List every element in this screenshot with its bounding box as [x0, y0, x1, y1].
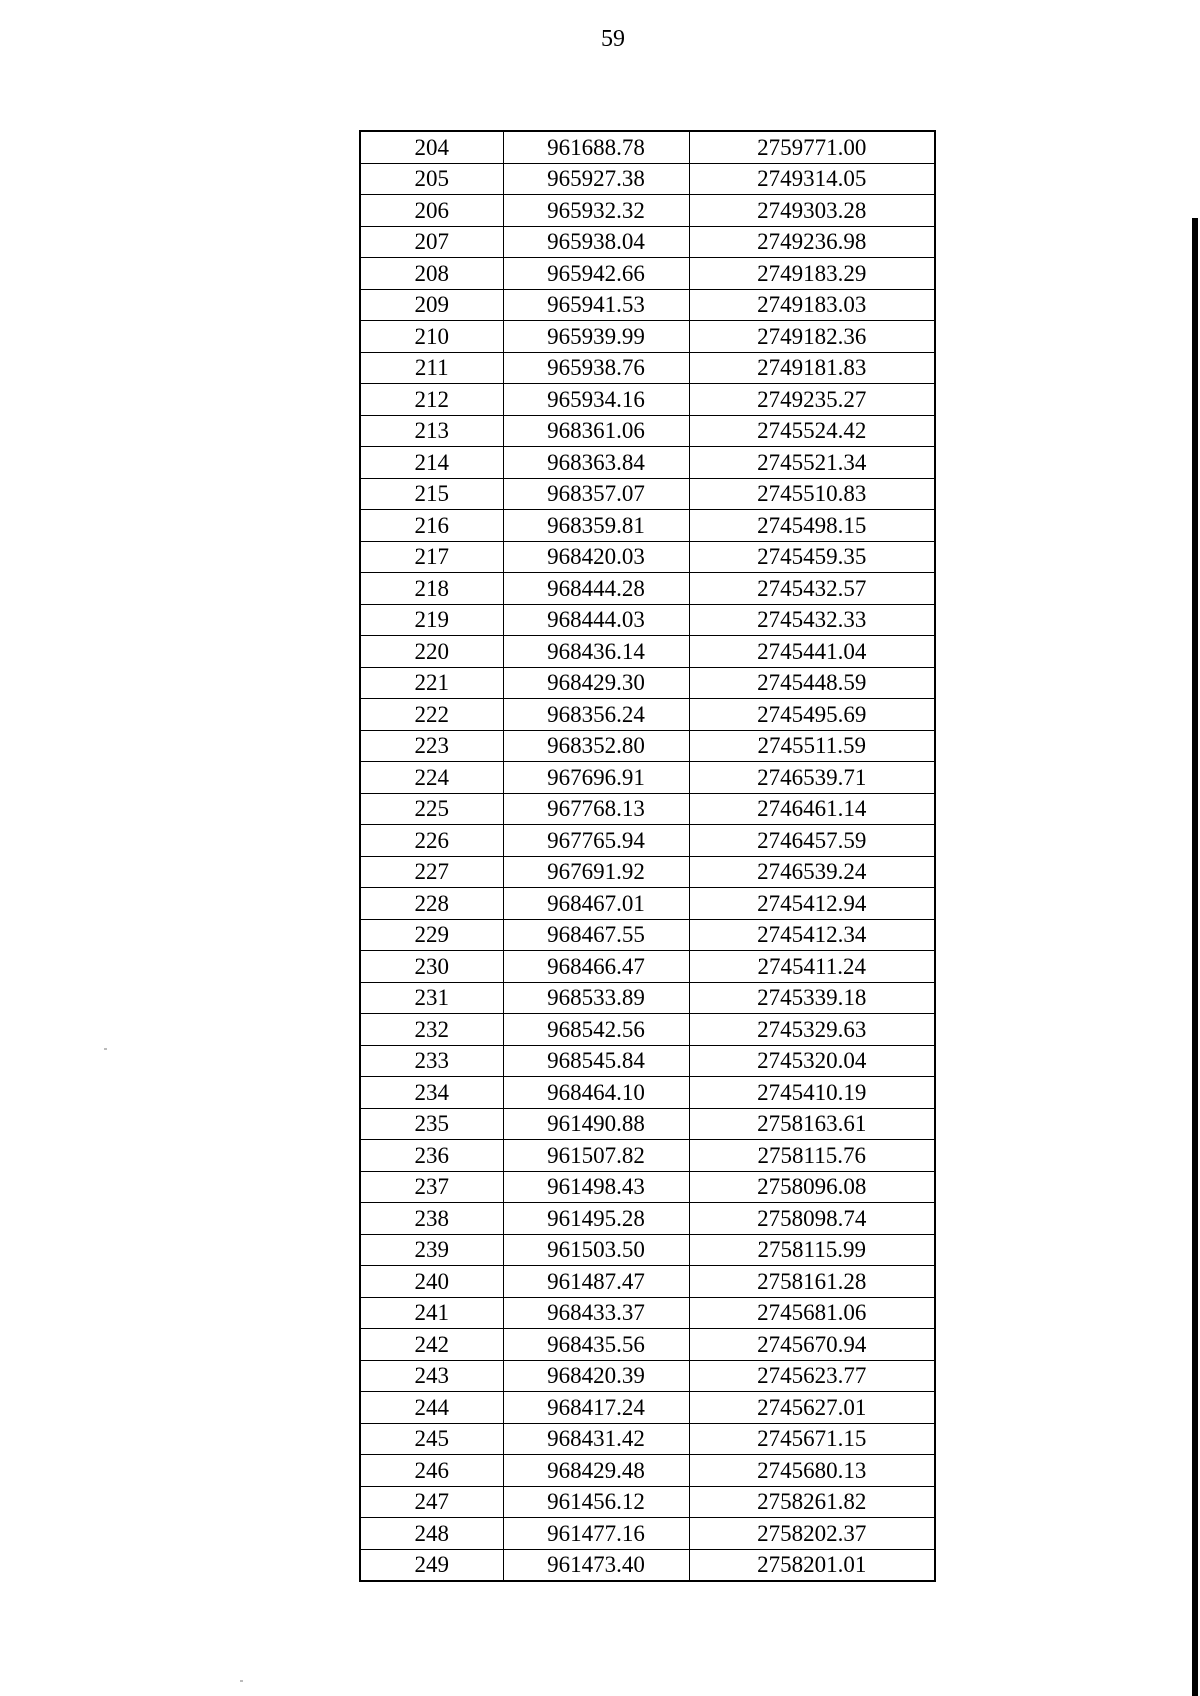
- x-coordinate-cell: 968363.84: [503, 447, 689, 479]
- table-row: [360, 856, 935, 888]
- coordinate-table-body: [360, 131, 935, 1581]
- table-row: [360, 1266, 935, 1298]
- y-coordinate-cell: 2749181.83: [689, 352, 935, 384]
- y-coordinate-cell: 2745495.69: [689, 699, 935, 731]
- table-row: [360, 667, 935, 699]
- y-coordinate-cell: 2758098.74: [689, 1203, 935, 1235]
- point-number-cell: 229: [360, 919, 503, 951]
- point-number-cell: 223: [360, 730, 503, 762]
- x-coordinate-cell: 968436.14: [503, 636, 689, 668]
- x-coordinate-cell: 965934.16: [503, 384, 689, 416]
- table-row: [360, 1455, 935, 1487]
- x-coordinate-cell: 961473.40: [503, 1549, 689, 1581]
- point-number-cell: 217: [360, 541, 503, 573]
- table-row: [360, 131, 935, 163]
- table-row: [360, 384, 935, 416]
- table-row: [360, 1486, 935, 1518]
- y-coordinate-cell: 2745411.24: [689, 951, 935, 983]
- point-number-cell: 222: [360, 699, 503, 731]
- y-coordinate-cell: 2749235.27: [689, 384, 935, 416]
- y-coordinate-cell: 2758261.82: [689, 1486, 935, 1518]
- point-number-cell: 236: [360, 1140, 503, 1172]
- x-coordinate-cell: 968444.03: [503, 604, 689, 636]
- y-coordinate-cell: 2745320.04: [689, 1045, 935, 1077]
- y-coordinate-cell: 2758161.28: [689, 1266, 935, 1298]
- table-row: [360, 258, 935, 290]
- table-row: [360, 1234, 935, 1266]
- x-coordinate-cell: 967691.92: [503, 856, 689, 888]
- table-row: [360, 1045, 935, 1077]
- x-coordinate-cell: 968433.37: [503, 1297, 689, 1329]
- point-number-cell: 240: [360, 1266, 503, 1298]
- table-row: [360, 289, 935, 321]
- y-coordinate-cell: 2745521.34: [689, 447, 935, 479]
- point-number-cell: 244: [360, 1392, 503, 1424]
- y-coordinate-cell: 2749236.98: [689, 226, 935, 258]
- y-coordinate-cell: 2749303.28: [689, 195, 935, 227]
- y-coordinate-cell: 2745680.13: [689, 1455, 935, 1487]
- table-row: [360, 321, 935, 353]
- x-coordinate-cell: 965938.76: [503, 352, 689, 384]
- x-coordinate-cell: 961456.12: [503, 1486, 689, 1518]
- point-number-cell: 216: [360, 510, 503, 542]
- x-coordinate-cell: 968545.84: [503, 1045, 689, 1077]
- table-row: [360, 447, 935, 479]
- table-row: [360, 1014, 935, 1046]
- x-coordinate-cell: 968420.03: [503, 541, 689, 573]
- point-number-cell: 225: [360, 793, 503, 825]
- x-coordinate-cell: 968357.07: [503, 478, 689, 510]
- x-coordinate-cell: 968435.56: [503, 1329, 689, 1361]
- x-coordinate-cell: 961507.82: [503, 1140, 689, 1172]
- y-coordinate-cell: 2745410.19: [689, 1077, 935, 1109]
- y-coordinate-cell: 2745670.94: [689, 1329, 935, 1361]
- x-coordinate-cell: 961498.43: [503, 1171, 689, 1203]
- y-coordinate-cell: 2745459.35: [689, 541, 935, 573]
- table-row: [360, 825, 935, 857]
- y-coordinate-cell: 2758115.99: [689, 1234, 935, 1266]
- x-coordinate-cell: 968542.56: [503, 1014, 689, 1046]
- table-row: [360, 1360, 935, 1392]
- point-number-cell: 209: [360, 289, 503, 321]
- table-row: [360, 1518, 935, 1550]
- x-coordinate-cell: 968361.06: [503, 415, 689, 447]
- y-coordinate-cell: 2745432.33: [689, 604, 935, 636]
- y-coordinate-cell: 2759771.00: [689, 131, 935, 163]
- y-coordinate-cell: 2745524.42: [689, 415, 935, 447]
- x-coordinate-cell: 961490.88: [503, 1108, 689, 1140]
- y-coordinate-cell: 2758096.08: [689, 1171, 935, 1203]
- point-number-cell: 237: [360, 1171, 503, 1203]
- y-coordinate-cell: 2758115.76: [689, 1140, 935, 1172]
- table-row: [360, 951, 935, 983]
- x-coordinate-cell: 961503.50: [503, 1234, 689, 1266]
- y-coordinate-cell: 2749314.05: [689, 163, 935, 195]
- point-number-cell: 205: [360, 163, 503, 195]
- x-coordinate-cell: 968444.28: [503, 573, 689, 605]
- y-coordinate-cell: 2745441.04: [689, 636, 935, 668]
- point-number-cell: 227: [360, 856, 503, 888]
- x-coordinate-cell: 968356.24: [503, 699, 689, 731]
- point-number-cell: 231: [360, 982, 503, 1014]
- table-row: [360, 1329, 935, 1361]
- point-number-cell: 204: [360, 131, 503, 163]
- y-coordinate-cell: 2746539.71: [689, 762, 935, 794]
- table-row: [360, 793, 935, 825]
- x-coordinate-cell: 968431.42: [503, 1423, 689, 1455]
- y-coordinate-cell: 2745448.59: [689, 667, 935, 699]
- point-number-cell: 226: [360, 825, 503, 857]
- y-coordinate-cell: 2746461.14: [689, 793, 935, 825]
- y-coordinate-cell: 2745339.18: [689, 982, 935, 1014]
- table-row: [360, 195, 935, 227]
- point-number-cell: 234: [360, 1077, 503, 1109]
- point-number-cell: 214: [360, 447, 503, 479]
- x-coordinate-cell: 965927.38: [503, 163, 689, 195]
- x-coordinate-cell: 968464.10: [503, 1077, 689, 1109]
- table-row: [360, 636, 935, 668]
- y-coordinate-cell: 2745681.06: [689, 1297, 935, 1329]
- y-coordinate-cell: 2758201.01: [689, 1549, 935, 1581]
- y-coordinate-cell: 2745627.01: [689, 1392, 935, 1424]
- point-number-cell: 248: [360, 1518, 503, 1550]
- point-number-cell: 249: [360, 1549, 503, 1581]
- x-coordinate-cell: 965932.32: [503, 195, 689, 227]
- table-row: [360, 1171, 935, 1203]
- table-row: [360, 478, 935, 510]
- x-coordinate-cell: 968429.30: [503, 667, 689, 699]
- point-number-cell: 239: [360, 1234, 503, 1266]
- x-coordinate-cell: 968417.24: [503, 1392, 689, 1424]
- x-coordinate-cell: 961477.16: [503, 1518, 689, 1550]
- table-row: [360, 573, 935, 605]
- point-number-cell: 210: [360, 321, 503, 353]
- table-row: [360, 730, 935, 762]
- scan-edge-bar: [1192, 218, 1198, 1696]
- x-coordinate-cell: 968359.81: [503, 510, 689, 542]
- point-number-cell: 208: [360, 258, 503, 290]
- table-row: [360, 163, 935, 195]
- table-row: [360, 1203, 935, 1235]
- point-number-cell: 215: [360, 478, 503, 510]
- y-coordinate-cell: 2758163.61: [689, 1108, 935, 1140]
- y-coordinate-cell: 2749182.36: [689, 321, 935, 353]
- x-coordinate-cell: 965941.53: [503, 289, 689, 321]
- y-coordinate-cell: 2758202.37: [689, 1518, 935, 1550]
- point-number-cell: 224: [360, 762, 503, 794]
- point-number-cell: 212: [360, 384, 503, 416]
- point-number-cell: 232: [360, 1014, 503, 1046]
- y-coordinate-cell: 2745432.57: [689, 573, 935, 605]
- y-coordinate-cell: 2745671.15: [689, 1423, 935, 1455]
- x-coordinate-cell: 965939.99: [503, 321, 689, 353]
- point-number-cell: 221: [360, 667, 503, 699]
- point-number-cell: 243: [360, 1360, 503, 1392]
- y-coordinate-cell: 2749183.03: [689, 289, 935, 321]
- y-coordinate-cell: 2746539.24: [689, 856, 935, 888]
- point-number-cell: 233: [360, 1045, 503, 1077]
- y-coordinate-cell: 2749183.29: [689, 258, 935, 290]
- y-coordinate-cell: 2746457.59: [689, 825, 935, 857]
- table-row: [360, 604, 935, 636]
- table-row: [360, 888, 935, 920]
- x-coordinate-cell: 967696.91: [503, 762, 689, 794]
- x-coordinate-cell: 961688.78: [503, 131, 689, 163]
- scan-speck: [104, 1048, 107, 1050]
- table-row: [360, 226, 935, 258]
- x-coordinate-cell: 965942.66: [503, 258, 689, 290]
- y-coordinate-cell: 2745498.15: [689, 510, 935, 542]
- point-number-cell: 230: [360, 951, 503, 983]
- coordinate-table: [359, 130, 936, 1582]
- point-number-cell: 219: [360, 604, 503, 636]
- point-number-cell: 228: [360, 888, 503, 920]
- table-row: [360, 415, 935, 447]
- table-row: [360, 919, 935, 951]
- y-coordinate-cell: 2745510.83: [689, 478, 935, 510]
- x-coordinate-cell: 961495.28: [503, 1203, 689, 1235]
- point-number-cell: 206: [360, 195, 503, 227]
- point-number-cell: 218: [360, 573, 503, 605]
- page-number: 59: [601, 26, 625, 52]
- table-row: [360, 699, 935, 731]
- x-coordinate-cell: 961487.47: [503, 1266, 689, 1298]
- x-coordinate-cell: 965938.04: [503, 226, 689, 258]
- y-coordinate-cell: 2745412.94: [689, 888, 935, 920]
- point-number-cell: 207: [360, 226, 503, 258]
- table-row: [360, 1108, 935, 1140]
- y-coordinate-cell: 2745511.59: [689, 730, 935, 762]
- x-coordinate-cell: 968352.80: [503, 730, 689, 762]
- point-number-cell: 247: [360, 1486, 503, 1518]
- table-row: [360, 510, 935, 542]
- x-coordinate-cell: 968467.55: [503, 919, 689, 951]
- table-row: [360, 982, 935, 1014]
- x-coordinate-cell: 968420.39: [503, 1360, 689, 1392]
- table-row: [360, 352, 935, 384]
- point-number-cell: 238: [360, 1203, 503, 1235]
- point-number-cell: 211: [360, 352, 503, 384]
- table-row: [360, 762, 935, 794]
- x-coordinate-cell: 967765.94: [503, 825, 689, 857]
- point-number-cell: 213: [360, 415, 503, 447]
- scan-speck: [240, 1680, 243, 1682]
- table-row: [360, 1140, 935, 1172]
- y-coordinate-cell: 2745412.34: [689, 919, 935, 951]
- table-row: [360, 1549, 935, 1581]
- point-number-cell: 220: [360, 636, 503, 668]
- point-number-cell: 246: [360, 1455, 503, 1487]
- table-row: [360, 1297, 935, 1329]
- table-row: [360, 541, 935, 573]
- x-coordinate-cell: 967768.13: [503, 793, 689, 825]
- y-coordinate-cell: 2745329.63: [689, 1014, 935, 1046]
- point-number-cell: 241: [360, 1297, 503, 1329]
- point-number-cell: 235: [360, 1108, 503, 1140]
- point-number-cell: 245: [360, 1423, 503, 1455]
- table-row: [360, 1423, 935, 1455]
- point-number-cell: 242: [360, 1329, 503, 1361]
- table-row: [360, 1077, 935, 1109]
- x-coordinate-cell: 968466.47: [503, 951, 689, 983]
- x-coordinate-cell: 968429.48: [503, 1455, 689, 1487]
- table-row: [360, 1392, 935, 1424]
- x-coordinate-cell: 968467.01: [503, 888, 689, 920]
- y-coordinate-cell: 2745623.77: [689, 1360, 935, 1392]
- x-coordinate-cell: 968533.89: [503, 982, 689, 1014]
